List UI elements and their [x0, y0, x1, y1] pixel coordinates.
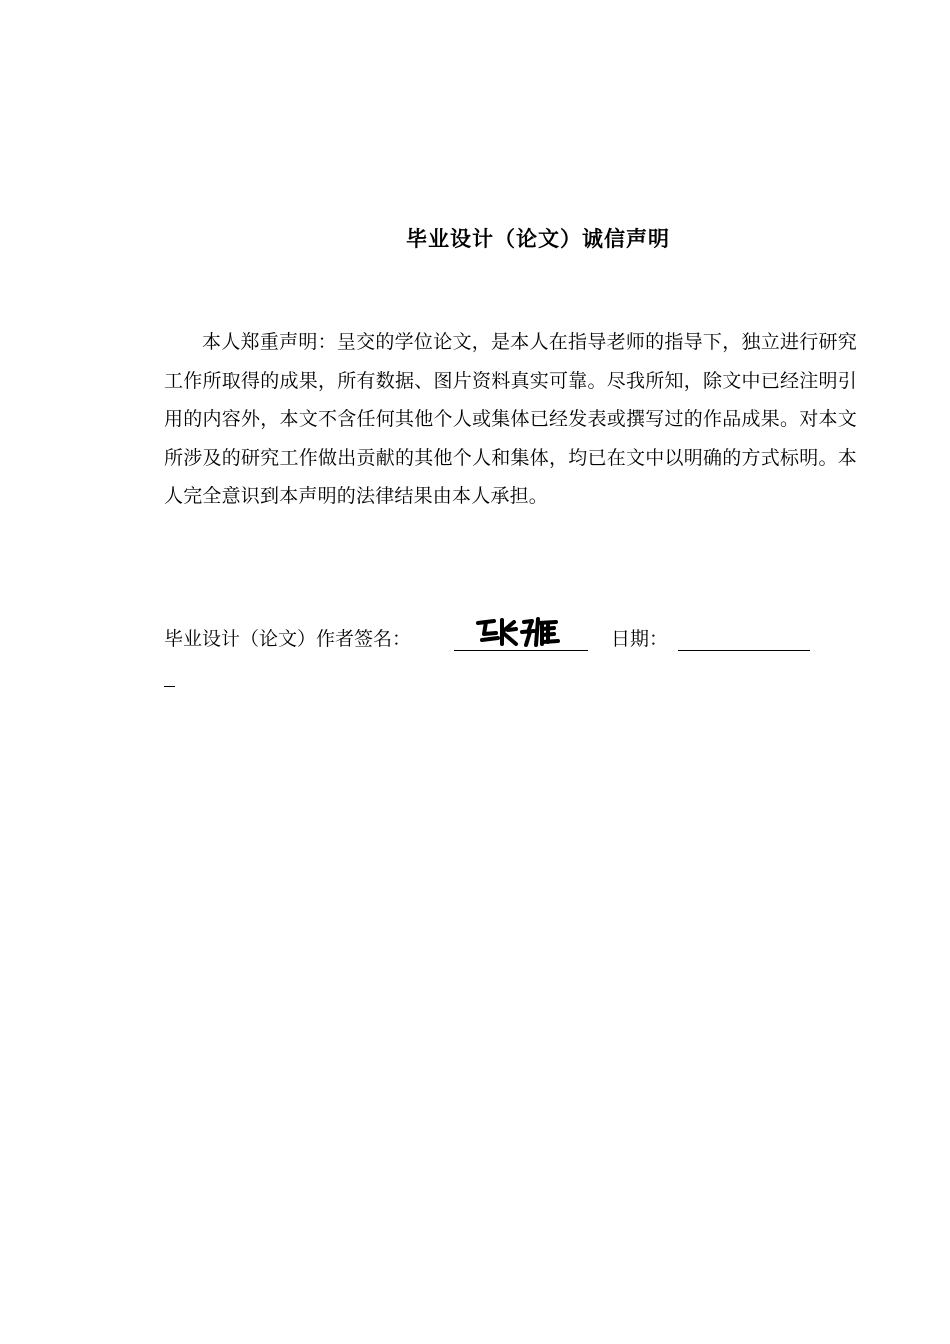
trailing-underscore-mark: [164, 686, 175, 687]
page-title: 毕业设计（论文）诚信声明: [406, 227, 670, 251]
date-label: 日期：: [611, 628, 669, 650]
handwritten-signature: [472, 614, 564, 650]
date-field: [678, 622, 810, 651]
signature-field: [454, 622, 588, 651]
signature-label: 毕业设计（论文）作者签名：: [164, 628, 412, 650]
signature-row: [164, 622, 864, 656]
declaration-paragraph: 本人郑重声明：呈交的学位论文，是本人在指导老师的指导下，独立进行研究工作所取得的成果，所有数据、图片资料真实可靠。尽我所知，除文中已经注明引用的内容外，本文不含任何其他个人或集体已经发表或撰写过的作品成果。对本文所涉及的研究工作做出贡献的其他个人和集体，均已在文中以明确的方式标明。本人完全意识到本声明的法律结果由本人承担。: [164, 331, 857, 508]
